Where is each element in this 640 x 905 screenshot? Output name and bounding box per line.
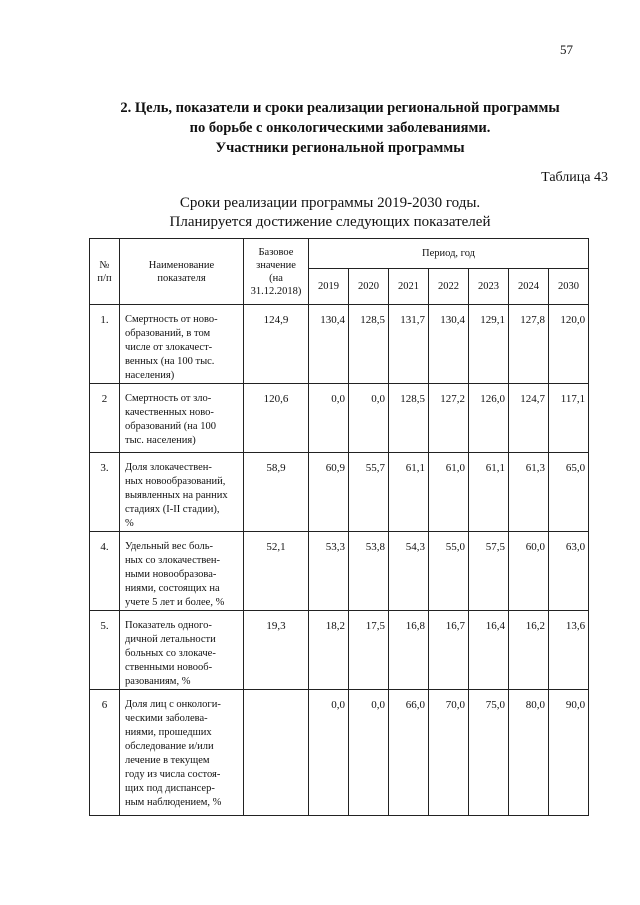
year-value: 117,1 <box>549 384 589 453</box>
indicator-name-line: ными новообразова- <box>125 569 217 580</box>
year-value: 55,0 <box>429 532 469 611</box>
header-number: № п/п <box>90 239 120 305</box>
indicator-name-line: ных со злокачествен- <box>125 555 221 566</box>
indicator-name-line: дичной летальности <box>125 634 216 645</box>
indicator-name-line: населения) <box>125 370 175 381</box>
indicator-name-line: выявленных на ранних <box>125 490 228 501</box>
indicator-name-line: ниями, состоящих на <box>125 583 220 594</box>
year-value: 0,0 <box>349 384 389 453</box>
indicator-name-line: Доля злокачествен- <box>125 462 212 473</box>
table-caption <box>90 194 570 232</box>
header-year: 2019 <box>309 269 349 305</box>
indicator-name <box>120 305 244 384</box>
year-value: 16,2 <box>509 611 549 690</box>
header-year: 2021 <box>389 269 429 305</box>
year-value: 65,0 <box>549 453 589 532</box>
indicator-name <box>120 611 244 690</box>
year-value: 60,0 <box>509 532 549 611</box>
table-number: Таблица 43 <box>541 170 608 185</box>
year-value: 53,3 <box>309 532 349 611</box>
base-value: 52,1 <box>244 532 309 611</box>
heading-line-1: 2. Цель, показатели и сроки реализации региональной программы <box>120 100 560 116</box>
year-value: 54,3 <box>389 532 429 611</box>
table-row <box>90 532 589 611</box>
year-value: 16,7 <box>429 611 469 690</box>
year-value: 61,1 <box>469 453 509 532</box>
header-year: 2024 <box>509 269 549 305</box>
row-number: 6 <box>90 690 120 816</box>
year-value: 60,9 <box>309 453 349 532</box>
header-year: 2023 <box>469 269 509 305</box>
year-value: 131,7 <box>389 305 429 384</box>
year-value: 0,0 <box>349 690 389 816</box>
indicator-name-line: качественных ново- <box>125 407 214 418</box>
table-row <box>90 611 589 690</box>
year-value: 0,0 <box>309 690 349 816</box>
indicator-name-line: году из числа состоя- <box>125 769 221 780</box>
year-value: 57,5 <box>469 532 509 611</box>
year-value: 16,8 <box>389 611 429 690</box>
table-row <box>90 305 589 384</box>
year-value: 127,8 <box>509 305 549 384</box>
year-value: 0,0 <box>309 384 349 453</box>
table-row <box>90 690 589 816</box>
indicator-name-line: стадиях (I-II стадии), <box>125 504 220 515</box>
year-value: 130,4 <box>429 305 469 384</box>
year-value: 80,0 <box>509 690 549 816</box>
indicator-name-line: Показатель одного- <box>125 620 212 631</box>
year-value: 75,0 <box>469 690 509 816</box>
indicator-name <box>120 532 244 611</box>
year-value: 120,0 <box>549 305 589 384</box>
indicator-name-line: Смертность от ново- <box>125 314 218 325</box>
year-value: 61,0 <box>429 453 469 532</box>
header-year: 2020 <box>349 269 389 305</box>
year-value: 63,0 <box>549 532 589 611</box>
indicator-name-line: лечение в текущем <box>125 755 210 766</box>
section-heading <box>60 98 620 158</box>
page-number: 57 <box>560 42 573 57</box>
indicators-table <box>89 238 589 816</box>
indicator-name-line: ным наблюдением, % <box>125 797 222 808</box>
indicator-name <box>120 384 244 453</box>
base-value <box>244 690 309 816</box>
indicator-name-line: учете 5 лет и более, % <box>125 597 225 608</box>
year-value: 130,4 <box>309 305 349 384</box>
year-value: 129,1 <box>469 305 509 384</box>
year-value: 128,5 <box>389 384 429 453</box>
year-value: 61,3 <box>509 453 549 532</box>
indicator-name-line: Смертность от зло- <box>125 393 212 404</box>
indicator-name <box>120 453 244 532</box>
base-value: 120,6 <box>244 384 309 453</box>
indicator-name <box>120 690 244 816</box>
indicator-name-line: обследование и/или <box>125 741 214 752</box>
table-row <box>90 453 589 532</box>
header-base-value: Базовое значение (на 31.12.2018) <box>244 239 309 305</box>
base-value: 19,3 <box>244 611 309 690</box>
indicator-name-line: венных (на 100 тыс. <box>125 356 215 367</box>
indicator-name-line: ческими заболева- <box>125 713 208 724</box>
header-indicator-name: Наименование показателя <box>120 239 244 305</box>
indicator-name-line: больных со злокаче- <box>125 648 216 659</box>
indicator-name-line: образований (на 100 <box>125 421 216 432</box>
indicator-name-line: числе от злокачест- <box>125 342 213 353</box>
year-value: 90,0 <box>549 690 589 816</box>
row-number: 3. <box>90 453 120 532</box>
table-row <box>90 384 589 453</box>
indicator-name-line: ственными новооб- <box>125 662 213 673</box>
row-number: 1. <box>90 305 120 384</box>
header-year: 2022 <box>429 269 469 305</box>
indicator-name-line: Удельный вес боль- <box>125 541 213 552</box>
indicator-name-line: тыс. населения) <box>125 435 196 446</box>
heading-line-2: по борьбе с онкологическими заболеваниями. <box>189 120 491 136</box>
heading-line-3: Участники региональной программы <box>215 140 465 156</box>
caption-line-1: Сроки реализации программы 2019-2030 годы. <box>179 195 481 211</box>
indicator-name-line: разованиям, % <box>125 676 191 687</box>
year-value: 127,2 <box>429 384 469 453</box>
indicator-name-line: щих под диспансер- <box>125 783 215 794</box>
indicator-name-line: % <box>125 518 134 529</box>
caption-line-2: Планируется достижение следующих показателей <box>169 214 491 230</box>
year-value: 53,8 <box>349 532 389 611</box>
year-value: 126,0 <box>469 384 509 453</box>
year-value: 128,5 <box>349 305 389 384</box>
year-value: 124,7 <box>509 384 549 453</box>
header-year: 2030 <box>549 269 589 305</box>
row-number: 4. <box>90 532 120 611</box>
row-number: 2 <box>90 384 120 453</box>
year-value: 16,4 <box>469 611 509 690</box>
row-number: 5. <box>90 611 120 690</box>
indicator-name-line: Доля лиц с онкологи- <box>125 699 221 710</box>
indicator-name-line: ных новообразований, <box>125 476 226 487</box>
year-value: 13,6 <box>549 611 589 690</box>
year-value: 70,0 <box>429 690 469 816</box>
indicator-name-line: ниями, прошедших <box>125 727 212 738</box>
year-value: 55,7 <box>349 453 389 532</box>
base-value: 124,9 <box>244 305 309 384</box>
base-value: 58,9 <box>244 453 309 532</box>
header-period: Период, год <box>309 239 589 269</box>
indicator-name-line: образований, в том <box>125 328 211 339</box>
year-value: 18,2 <box>309 611 349 690</box>
year-value: 17,5 <box>349 611 389 690</box>
year-value: 61,1 <box>389 453 429 532</box>
year-value: 66,0 <box>389 690 429 816</box>
